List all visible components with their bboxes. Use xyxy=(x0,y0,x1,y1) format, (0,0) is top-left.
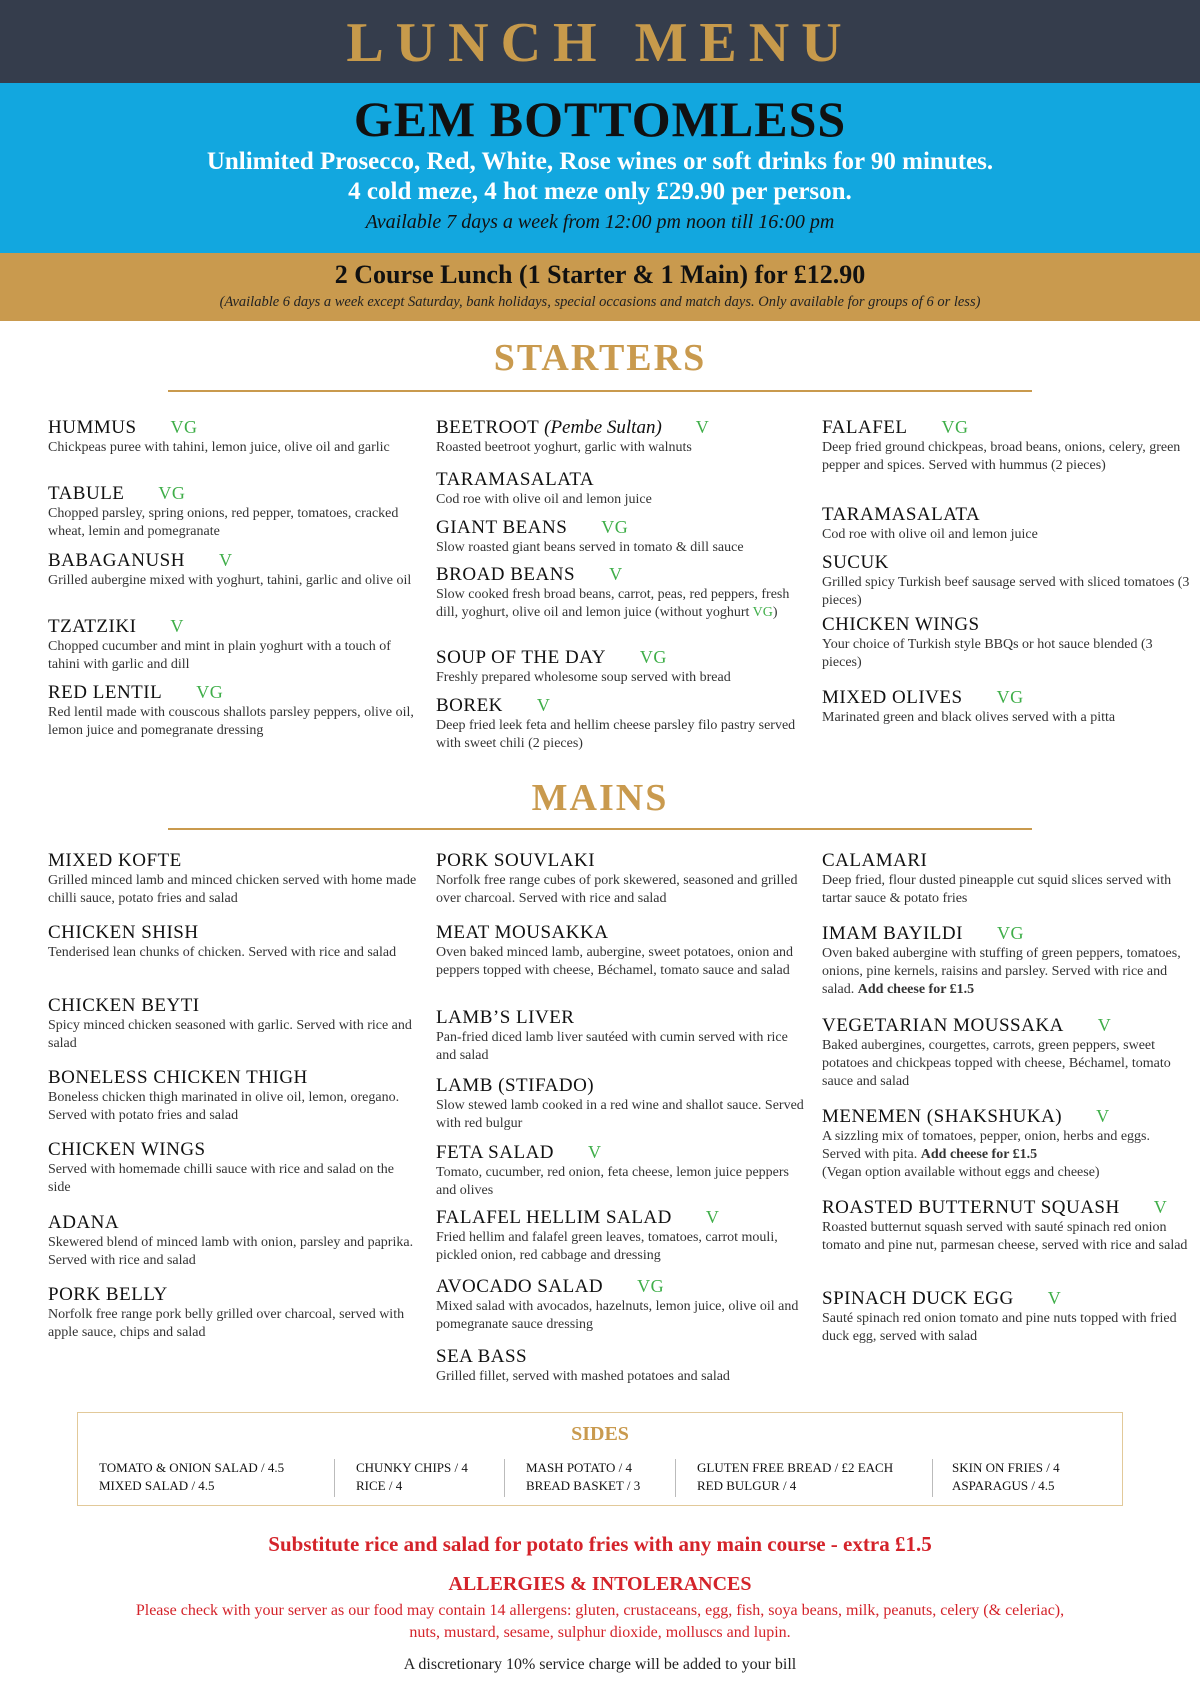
menu-item xyxy=(436,417,806,457)
sides-column-3 xyxy=(526,1459,640,1495)
dietary-tag: V xyxy=(705,1207,720,1227)
menu-item-name-line xyxy=(48,682,418,703)
menu-item-name-line xyxy=(436,1008,806,1028)
menu-item-description-text: Boneless chicken thigh marinated in olive oil, lemon, oregano. Served with potato fries and salad xyxy=(48,1090,400,1123)
menu-item-description-text: Sauté spinach red onion tomato and pine nuts topped with fried duck egg, served with salad xyxy=(822,1311,1177,1344)
menu-item xyxy=(436,1347,806,1386)
dietary-tag: VG xyxy=(996,687,1024,707)
menu-item-name: IMAM BAYILDI xyxy=(822,923,963,944)
menu-item-description xyxy=(436,539,806,557)
dietary-tag: VG xyxy=(637,1276,665,1296)
menu-item-name-line xyxy=(822,1015,1192,1036)
menu-item-description-text: Pan-fried diced lamb liver sautéed with cumin served with rice and salad xyxy=(436,1030,788,1063)
menu-item-description-text: Skewered blend of minced lamb with onion, parsley and paprika. Served with rice and salad xyxy=(48,1235,414,1268)
menu-item-name-line xyxy=(48,616,418,637)
dietary-tag: V xyxy=(609,564,623,584)
sides-separator xyxy=(334,1459,335,1497)
menu-item-name: ADANA xyxy=(48,1212,120,1233)
starters-divider xyxy=(168,390,1032,392)
sides-column-1 xyxy=(99,1459,284,1495)
menu-item-name: VEGETARIAN MOUSSAKA xyxy=(822,1015,1064,1036)
menu-item-name: TARAMASALATA xyxy=(436,469,595,490)
menu-item-description-note: ) xyxy=(772,605,778,620)
menu-item xyxy=(436,517,806,557)
menu-item-description-text: Deep fried ground chickpeas, broad beans, onions, celery, green pepper and spices. Served with hummus (2 pieces) xyxy=(822,440,1181,473)
menu-item-name: HUMMUS xyxy=(48,417,137,438)
menu-item-name-line xyxy=(48,483,418,504)
service-charge-note: A discretionary 10% service charge will be added to your bill xyxy=(403,1656,797,1673)
menu-item-name-line xyxy=(822,1197,1192,1218)
menu-item xyxy=(822,505,1192,544)
allergies-text: Please check with your server as our food may contain 14 allergens: gluten, crustaceans, egg, fish, soya beans, milk, peanuts, celery (& celeriac), nuts, mustard, sesame, sulphur dioxide, molluscs and lupin. xyxy=(135,1602,1065,1641)
menu-item-name-line xyxy=(48,996,418,1016)
menu-item xyxy=(436,1207,806,1265)
menu-item-description-text: Grilled fillet, served with mashed potatoes and salad xyxy=(436,1369,730,1384)
dietary-tag: VG xyxy=(196,682,224,702)
dietary-tag: VG xyxy=(601,517,629,537)
menu-item xyxy=(48,417,418,457)
menu-item-description xyxy=(436,1298,806,1334)
menu-item-description-text: Served with homemade chilli sauce with rice and salad on the side xyxy=(48,1162,395,1195)
menu-item-description-text: Cod roe with olive oil and lemon juice xyxy=(436,492,652,507)
menu-item-name: BONELESS CHICKEN THIGH xyxy=(48,1067,308,1088)
menu-item-name: BROAD BEANS xyxy=(436,564,576,585)
menu-item-description-text: A sizzling mix of tomatoes, pepper, onion, herbs and eggs. Served with pita. xyxy=(822,1129,1150,1162)
mains-divider xyxy=(168,828,1032,830)
menu-item-name-line xyxy=(822,417,1192,438)
menu-item xyxy=(436,923,806,980)
menu-item-name-line xyxy=(436,564,806,585)
dietary-tag: V xyxy=(588,1142,602,1162)
dietary-tag: VG xyxy=(752,605,773,620)
menu-item-description xyxy=(822,709,1192,727)
side-item: GLUTEN FREE BREAD / £2 EACH xyxy=(697,1460,894,1475)
menu-item-name-line xyxy=(48,417,418,438)
menu-item-name: SOUP OF THE DAY xyxy=(436,647,606,668)
menu-item-description xyxy=(48,1161,418,1197)
menu-item-description-text: Mixed salad with avocados, hazelnuts, lemon juice, olive oil and pomegranate sauce dressing xyxy=(436,1299,799,1332)
menu-item-name: FALAFEL xyxy=(822,417,908,438)
menu-item-description xyxy=(48,439,418,457)
menu-item xyxy=(436,647,806,687)
menu-item-description-text: Chickpeas puree with tahini, lemon juice, olive oil and garlic xyxy=(48,440,390,455)
menu-item-name: CHICKEN SHISH xyxy=(48,922,199,943)
menu-item-description-text: Tenderised lean chunks of chicken. Served with rice and salad xyxy=(48,945,397,960)
menu-item-name-line xyxy=(48,1068,418,1088)
menu-item-description xyxy=(48,638,418,674)
menu-item-name: RED LENTIL xyxy=(48,682,163,703)
bottomless-title: GEM BOTTOMLESS xyxy=(353,91,847,147)
sides-separator xyxy=(932,1459,933,1497)
menu-item-description xyxy=(436,717,806,753)
menu-item-description-text: Baked aubergines, courgettes, carrots, green peppers, sweet potatoes and chickpeas topped with cheese, Béchamel, tomato sauce and salad xyxy=(822,1038,1171,1089)
menu-item-description xyxy=(822,1310,1192,1346)
menu-item-description xyxy=(436,944,806,980)
menu-item-name: BEETROOT xyxy=(436,417,539,438)
side-item: RED BULGUR / 4 xyxy=(697,1478,797,1493)
menu-item-description-text: Spicy minced chicken seasoned with garlic. Served with rice and salad xyxy=(48,1018,412,1051)
menu-item xyxy=(822,1106,1192,1182)
menu-item-name-line xyxy=(822,687,1192,708)
sides-separator xyxy=(504,1459,505,1497)
menu-item-name: TARAMASALATA xyxy=(822,504,981,525)
menu-item-name-line xyxy=(436,1347,806,1367)
side-item: TOMATO & ONION SALAD / 4.5 xyxy=(99,1460,285,1475)
lunch-offer-banner xyxy=(0,253,1200,321)
menu-item-description xyxy=(48,944,418,962)
menu-item-name-line xyxy=(436,851,806,871)
sides-separator xyxy=(675,1459,676,1497)
menu-item-extra: Add cheese for £1.5 xyxy=(857,982,975,997)
menu-item xyxy=(48,483,418,541)
menu-item-description xyxy=(48,1089,418,1125)
menu-item-description xyxy=(48,1306,418,1342)
menu-item-description xyxy=(822,1037,1192,1091)
menu-item-description xyxy=(436,1029,806,1065)
mains-title: MAINS xyxy=(531,777,669,819)
menu-item-name: SEA BASS xyxy=(436,1346,528,1367)
sides-column-5 xyxy=(952,1459,1060,1495)
menu-item-description-text: Slow stewed lamb cooked in a red wine and shallot sauce. Served with red bulgur xyxy=(436,1098,804,1131)
menu-item-description xyxy=(48,1017,418,1053)
menu-item-description xyxy=(822,1128,1192,1182)
menu-item xyxy=(48,1213,418,1270)
menu-item-name: FETA SALAD xyxy=(436,1142,555,1163)
menu-item-description xyxy=(48,1234,418,1270)
menu-item-name: MEAT MOUSAKKA xyxy=(436,922,609,943)
menu-item-description-text: Norfolk free range cubes of pork skewered, seasoned and grilled over charcoal. Served with rice and salad xyxy=(436,873,798,906)
menu-item-name-line xyxy=(48,851,418,871)
menu-item-name: FALAFEL HELLIM SALAD xyxy=(436,1207,672,1228)
menu-item-description-text: Roasted butternut squash served with sauté spinach red onion tomato and pine nut, parmesan cheese, served with rice and salad xyxy=(822,1220,1188,1253)
menu-item-name: SUCUK xyxy=(822,552,889,573)
dietary-tag: VG xyxy=(941,417,969,437)
menu-item-description xyxy=(436,1097,806,1133)
sides-title: SIDES xyxy=(571,1423,629,1445)
menu-item-description-text: Cod roe with olive oil and lemon juice xyxy=(822,527,1038,542)
menu-item-description-text: Freshly prepared wholesome soup served with bread xyxy=(436,670,731,685)
dietary-tag: VG xyxy=(170,417,198,437)
menu-item xyxy=(822,615,1192,672)
side-item: MIXED SALAD / 4.5 xyxy=(99,1478,215,1493)
menu-item xyxy=(48,996,418,1053)
menu-item-name: CHICKEN WINGS xyxy=(48,1139,206,1160)
menu-item-name-line xyxy=(48,1213,418,1233)
menu-item xyxy=(436,564,806,622)
menu-item-name-line xyxy=(436,923,806,943)
menu-item-name-line xyxy=(436,417,806,438)
menu-item-description xyxy=(822,945,1192,999)
sides-box xyxy=(77,1412,1123,1506)
menu-item-name: BOREK xyxy=(436,695,503,716)
menu-item-name-line xyxy=(822,923,1192,944)
menu-item-name: MIXED KOFTE xyxy=(48,850,182,871)
allergies-title: ALLERGIES & INTOLERANCES xyxy=(448,1573,752,1595)
menu-item-description xyxy=(822,872,1192,908)
menu-item-name-subtitle: (Pembe Sultan) xyxy=(544,417,662,438)
menu-item-name: BABAGANUSH xyxy=(48,550,185,571)
menu-item-name: LAMB’S LIVER xyxy=(436,1007,575,1028)
menu-item xyxy=(822,1015,1192,1091)
dietary-tag: V xyxy=(695,417,710,437)
menu-item-description xyxy=(436,439,806,457)
lunch-offer-note: (Available 6 days a week except Saturday, bank holidays, special occasions and match days. Only available for groups of 6 or less) xyxy=(219,294,981,310)
menu-item-description-text: Grilled minced lamb and minced chicken served with home made chilli sauce, potato fries and salad xyxy=(48,873,417,906)
menu-item xyxy=(822,553,1192,610)
menu-item-name-line xyxy=(436,1276,806,1297)
dietary-tag: V xyxy=(170,616,184,636)
menu-item-name-line xyxy=(822,1288,1192,1309)
bottomless-availability: Available 7 days a week from 12:00 pm noon till 16:00 pm xyxy=(365,211,835,233)
menu-item-description xyxy=(436,1229,806,1265)
menu-item-name: LAMB (STIFADO) xyxy=(436,1075,595,1096)
menu-item-description xyxy=(48,704,418,740)
menu-item-name: GIANT BEANS xyxy=(436,517,568,538)
menu-item-description-text: Chopped cucumber and mint in plain yoghurt with a touch of tahini with garlic and dill xyxy=(48,639,391,672)
menu-item-description-note: (Vegan option available without eggs and cheese) xyxy=(822,1165,1100,1180)
menu-item xyxy=(436,1076,806,1133)
menu-item xyxy=(436,695,806,753)
menu-item xyxy=(436,1142,806,1200)
menu-item-description xyxy=(436,669,806,687)
menu-item-description xyxy=(436,1164,806,1200)
dietary-tag: VG xyxy=(996,923,1024,943)
menu-item xyxy=(822,687,1192,727)
menu-item-description-text: Marinated green and black olives served with a pitta xyxy=(822,710,1116,725)
bottomless-line2: 4 cold meze, 4 hot meze only £29.90 per person. xyxy=(348,178,852,205)
menu-item-name-line xyxy=(822,851,1192,871)
menu-item-name: SPINACH DUCK EGG xyxy=(822,1288,1014,1309)
bottomless-line1: Unlimited Prosecco, Red, White, Rose wines or soft drinks for 90 minutes. xyxy=(206,148,994,175)
menu-item xyxy=(48,682,418,740)
menu-item-name-line xyxy=(48,1140,418,1160)
menu-item-description-text: Tomato, cucumber, red onion, feta cheese, lemon juice peppers and olives xyxy=(436,1165,789,1198)
side-item: BREAD BASKET / 3 xyxy=(526,1478,641,1493)
menu-item-description-text: Norfolk free range pork belly grilled over charcoal, served with apple sauce, chips and salad xyxy=(48,1307,405,1340)
menu-item-description-text: Roasted beetroot yoghurt, garlic with walnuts xyxy=(436,440,692,455)
bottomless-banner xyxy=(0,83,1200,253)
menu-item-description xyxy=(436,872,806,908)
menu-header xyxy=(0,0,1200,83)
side-item: CHUNKY CHIPS / 4 xyxy=(356,1460,468,1475)
substitute-note: Substitute rice and salad for potato fries with any main course - extra £1.5 xyxy=(268,1532,932,1556)
menu-item-description xyxy=(822,636,1192,672)
menu-item-description-text: Chopped parsley, spring onions, red pepper, tomatoes, cracked wheat, lemin and pomegranate xyxy=(48,506,399,539)
menu-item xyxy=(436,470,806,509)
menu-item-extra: Add cheese for £1.5 xyxy=(920,1147,1038,1162)
menu-item xyxy=(436,851,806,908)
dietary-tag: VG xyxy=(158,483,186,503)
menu-item-name: CALAMARI xyxy=(822,850,928,871)
menu-item-description xyxy=(822,439,1192,475)
menu-item xyxy=(48,1140,418,1197)
menu-item-description xyxy=(436,491,806,509)
menu-item-name: CHICKEN WINGS xyxy=(822,614,980,635)
menu-item-description-text: Deep fried leek feta and hellim cheese parsley filo pastry served with sweet chili (2 pieces) xyxy=(436,718,796,751)
menu-item xyxy=(48,616,418,674)
menu-item xyxy=(48,550,418,590)
menu-item-description xyxy=(822,1219,1192,1255)
dietary-tag: V xyxy=(1153,1197,1168,1217)
menu-item-description-text: Oven baked aubergine with stuffing of green peppers, tomatoes, onions, pine kernels, raisins and parsley. Served with rice and salad. xyxy=(822,946,1181,997)
menu-item-description-text: Slow roasted giant beans served in tomato & dill sauce xyxy=(436,540,744,555)
menu-item-name: MIXED OLIVES xyxy=(822,687,963,708)
menu-item-name-line xyxy=(436,1076,806,1096)
menu-item xyxy=(436,1008,806,1065)
menu-item-description-text: Fried hellim and falafel green leaves, tomatoes, carrot mouli, pickled onion, red cabbage and dressing xyxy=(436,1230,778,1263)
menu-item-name: PORK SOUVLAKI xyxy=(436,850,596,871)
dietary-tag: V xyxy=(1047,1288,1062,1308)
menu-item-name-line xyxy=(822,505,1192,525)
menu-item-description-text: Grilled spicy Turkish beef sausage served with sliced tomatoes (3 pieces) xyxy=(822,575,1190,608)
menu-item-name: PORK BELLY xyxy=(48,1284,168,1305)
menu-item-description xyxy=(436,1368,806,1386)
dietary-tag: V xyxy=(1096,1106,1110,1126)
lunch-offer-title: 2 Course Lunch (1 Starter & 1 Main) for £12.90 xyxy=(334,260,866,289)
menu-item-description-text: Deep fried, flour dusted pineapple cut squid slices served with tartar sauce & potato fries xyxy=(822,873,1172,906)
menu-item-description-text: Oven baked minced lamb, aubergine, sweet potatoes, onion and peppers topped with cheese, Béchamel, tomato sauce and salad xyxy=(436,945,794,978)
menu-item-name-line xyxy=(436,470,806,490)
menu-item-name-line xyxy=(436,1142,806,1163)
menu-item-description-text: Your choice of Turkish style BBQs or hot sauce blended (3 pieces) xyxy=(822,637,1153,670)
side-item: ASPARAGUS / 4.5 xyxy=(952,1478,1055,1493)
menu-item-description xyxy=(822,526,1192,544)
menu-item-description xyxy=(48,872,418,908)
dietary-tag: V xyxy=(1097,1015,1112,1035)
menu-item xyxy=(822,417,1192,475)
menu-item xyxy=(822,1288,1192,1346)
menu-item-description-text: Slow cooked fresh broad beans, carrot, peas, red peppers, fresh dill, yoghurt, olive oil and lemon juice (without yoghurt xyxy=(436,587,790,620)
menu-item-name: ROASTED BUTTERNUT SQUASH xyxy=(822,1197,1120,1218)
menu-item-description-text: Red lentil made with couscous shallots parsley peppers, olive oil, lemon juice and pomegranate dressing xyxy=(48,705,414,738)
menu-title: LUNCH MENU xyxy=(346,12,854,74)
menu-item-name-line xyxy=(822,1106,1192,1127)
menu-item-name-line xyxy=(48,923,418,943)
menu-item xyxy=(822,923,1192,999)
menu-item-name-line xyxy=(822,553,1192,573)
menu-item-name-line xyxy=(436,1207,806,1228)
menu-item-name: CHICKEN BEYTI xyxy=(48,995,200,1016)
menu-item xyxy=(48,923,418,962)
menu-item xyxy=(48,851,418,908)
menu-item-description xyxy=(436,586,806,622)
dietary-tag: V xyxy=(218,550,233,570)
dietary-tag: V xyxy=(536,695,551,715)
dietary-tag: VG xyxy=(639,647,667,667)
menu-item-name-line xyxy=(48,550,418,571)
menu-item-description xyxy=(48,505,418,541)
menu-item xyxy=(436,1276,806,1334)
menu-item xyxy=(822,851,1192,908)
menu-item xyxy=(48,1068,418,1125)
menu-item xyxy=(48,1285,418,1342)
starters-title: STARTERS xyxy=(493,337,707,379)
sides-column-4 xyxy=(697,1459,893,1495)
side-item: MASH POTATO / 4 xyxy=(526,1460,632,1475)
side-item: SKIN ON FRIES / 4 xyxy=(952,1460,1060,1475)
menu-item-name: TZATZIKI xyxy=(48,616,137,637)
menu-item-name-line xyxy=(48,1285,418,1305)
menu-item-name-line xyxy=(822,615,1192,635)
menu-item xyxy=(822,1197,1192,1255)
menu-item-name-line xyxy=(436,647,806,668)
menu-item-name-line xyxy=(436,517,806,538)
menu-item-description-text: Grilled aubergine mixed with yoghurt, tahini, garlic and olive oil xyxy=(48,573,412,588)
menu-item-name: MENEMEN (SHAKSHUKA) xyxy=(822,1106,1063,1127)
menu-item-name-line xyxy=(436,695,806,716)
sides-column-2 xyxy=(356,1459,468,1495)
menu-item-description xyxy=(822,574,1192,610)
menu-item-name: TABULE xyxy=(48,483,125,504)
side-item: RICE / 4 xyxy=(356,1478,403,1493)
menu-item-description xyxy=(48,572,418,590)
menu-item-name: AVOCADO SALAD xyxy=(436,1276,604,1297)
